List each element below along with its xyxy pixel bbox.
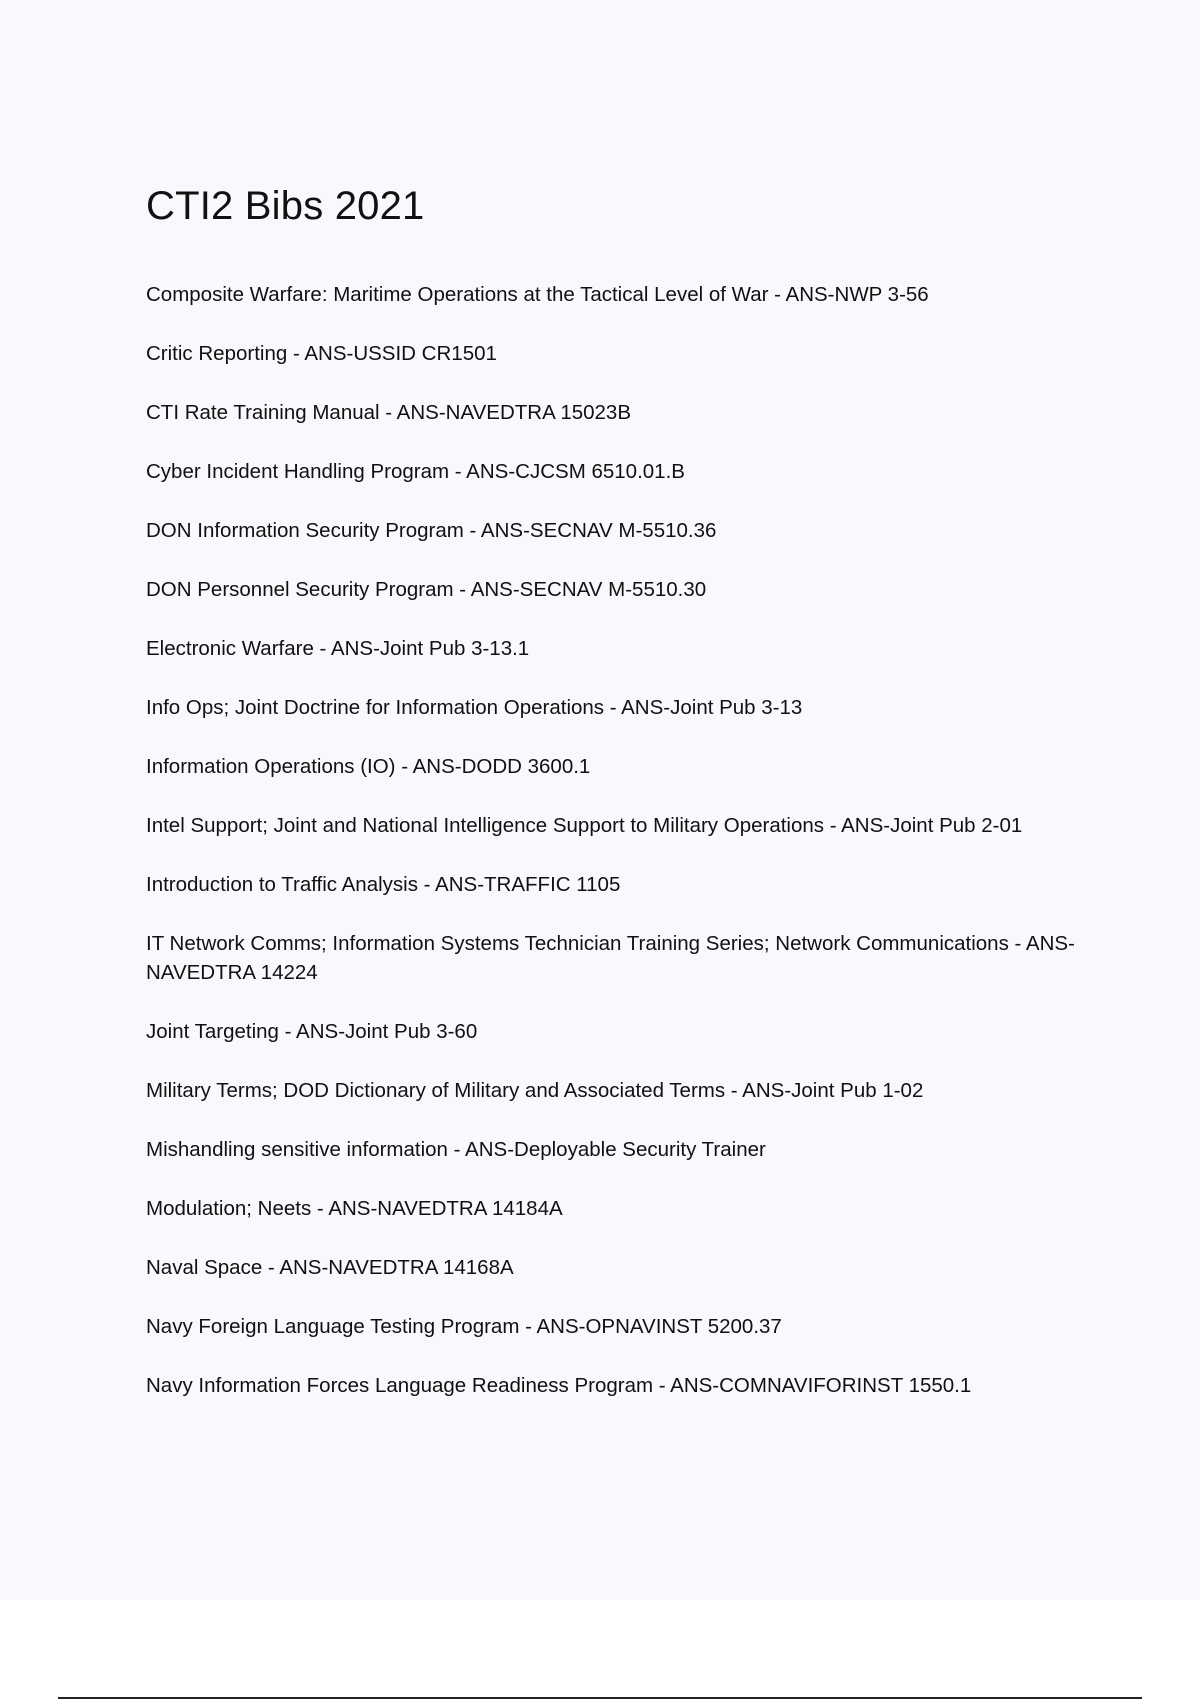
bibliography-entry: Critic Reporting - ANS-USSID CR1501 bbox=[146, 342, 497, 365]
bibliography-entry: Navy Foreign Language Testing Program - ANS-OPNAVINST 5200.37 bbox=[146, 1315, 782, 1338]
bibliography-entry: Naval Space - ANS-NAVEDTRA 14168A bbox=[146, 1256, 514, 1279]
bibliography-entry: Information Operations (IO) - ANS-DODD 3600.1 bbox=[146, 755, 591, 778]
bibliography-entry: Cyber Incident Handling Program - ANS-CJCSM 6510.01.B bbox=[146, 460, 685, 483]
bibliography-entry: Introduction to Traffic Analysis - ANS-TRAFFIC 1105 bbox=[146, 873, 621, 896]
bibliography-entry: Military Terms; DOD Dictionary of Military and Associated Terms - ANS-Joint Pub 1-02 bbox=[146, 1079, 924, 1102]
bibliography-entry: IT Network Comms; Information Systems Technician Training Series; Network Communications - ANS-NAVEDTRA 14224 bbox=[146, 932, 1075, 984]
document-title: CTI2 Bibs 2021 bbox=[146, 184, 425, 228]
bibliography-entry: Modulation; Neets - ANS-NAVEDTRA 14184A bbox=[146, 1197, 563, 1220]
bibliography-entry: Composite Warfare: Maritime Operations at the Tactical Level of War - ANS-NWP 3-56 bbox=[146, 283, 929, 306]
bibliography-entry: Mishandling sensitive information - ANS-Deployable Security Trainer bbox=[146, 1138, 766, 1161]
page-divider bbox=[58, 1697, 1142, 1699]
bibliography-entry: Info Ops; Joint Doctrine for Information Operations - ANS-Joint Pub 3-13 bbox=[146, 696, 803, 719]
bibliography-entry: Electronic Warfare - ANS-Joint Pub 3-13.1 bbox=[146, 637, 530, 660]
bibliography-entry: Joint Targeting - ANS-Joint Pub 3-60 bbox=[146, 1020, 478, 1043]
bibliography-list bbox=[146, 280, 1086, 1430]
bibliography-entry: DON Personnel Security Program - ANS-SECNAV M-5510.30 bbox=[146, 578, 707, 601]
bibliography-entry: Navy Information Forces Language Readiness Program - ANS-COMNAVIFORINST 1550.1 bbox=[146, 1374, 972, 1397]
bibliography-entry: CTI Rate Training Manual - ANS-NAVEDTRA 15023B bbox=[146, 401, 631, 424]
bibliography-entry: Intel Support; Joint and National Intelligence Support to Military Operations - ANS-Joint Pub 2-01 bbox=[146, 814, 1023, 837]
bibliography-entry: DON Information Security Program - ANS-SECNAV M-5510.36 bbox=[146, 519, 717, 542]
